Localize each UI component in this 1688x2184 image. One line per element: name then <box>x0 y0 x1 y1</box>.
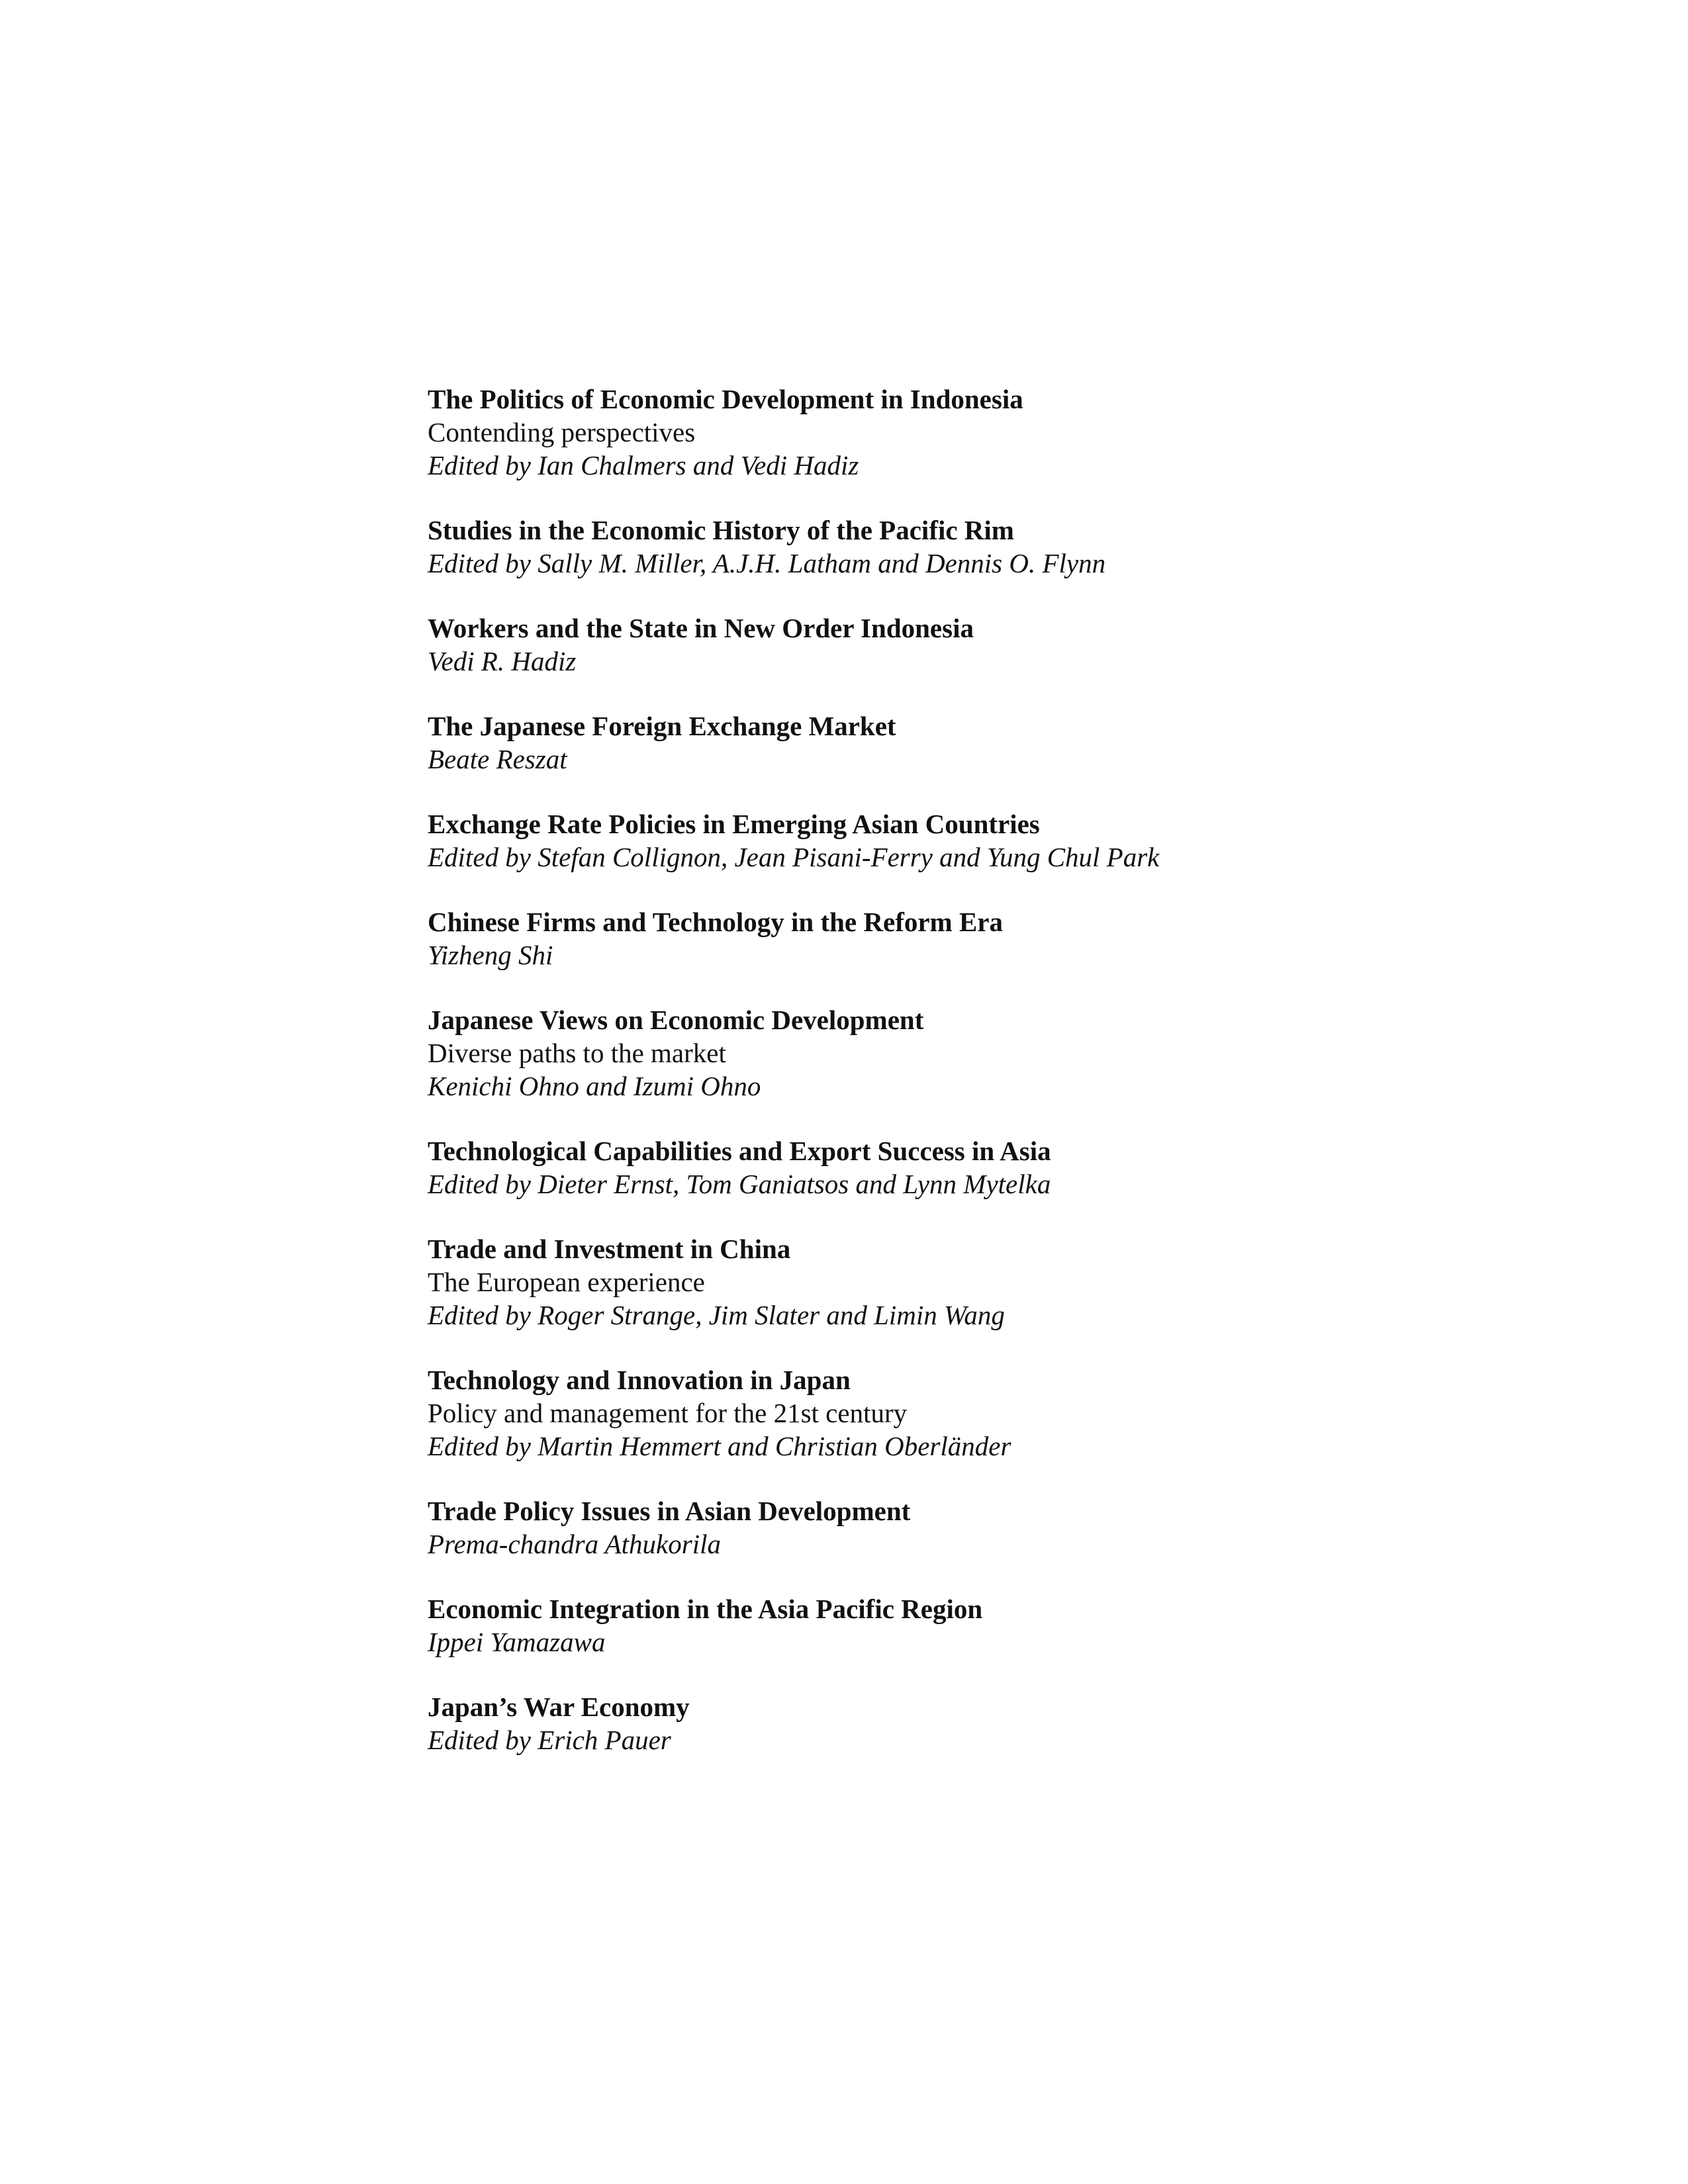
book-entry <box>428 1232 1553 1332</box>
book-subtitle: The European experience <box>428 1267 705 1297</box>
book-title: Japan’s War Economy <box>428 1692 690 1722</box>
book-author: Edited by Dieter Ernst, Tom Ganiatsos and Lynn Mytelka <box>428 1169 1051 1199</box>
book-author: Edited by Ian Chalmers and Vedi Hadiz <box>428 450 859 480</box>
book-author: Kenichi Ohno and Izumi Ohno <box>428 1071 761 1101</box>
book-entry <box>428 1494 1553 1561</box>
book-author: Edited by Stefan Collignon, Jean Pisani-Ferry and Yung Chul Park <box>428 842 1160 872</box>
book-title: Technology and Innovation in Japan <box>428 1365 851 1395</box>
book-title: Studies in the Economic History of the Pacific Rim <box>428 515 1014 545</box>
book-author: Edited by Erich Pauer <box>428 1725 671 1755</box>
book-title: Trade Policy Issues in Asian Development <box>428 1496 911 1526</box>
book-author: Ippei Yamazawa <box>428 1627 606 1657</box>
book-entry <box>428 1592 1553 1659</box>
book-subtitle: Policy and management for the 21st century <box>428 1398 908 1428</box>
book-author: Yizheng Shi <box>428 940 553 970</box>
book-entry <box>428 514 1553 580</box>
book-author: Edited by Roger Strange, Jim Slater and Limin Wang <box>428 1300 1005 1330</box>
book-title: The Politics of Economic Development in Indonesia <box>428 384 1023 414</box>
book-author: Prema-chandra Athukorila <box>428 1529 721 1559</box>
book-author: Edited by Martin Hemmert and Christian Oberländer <box>428 1431 1011 1461</box>
book-entry <box>428 905 1553 972</box>
book-entry <box>428 1003 1553 1103</box>
book-series-list <box>428 383 1553 1788</box>
book-title: Exchange Rate Policies in Emerging Asian Countries <box>428 809 1040 839</box>
book-title: Trade and Investment in China <box>428 1234 791 1264</box>
book-entry <box>428 1363 1553 1463</box>
book-title: Workers and the State in New Order Indonesia <box>428 613 974 643</box>
book-author: Beate Reszat <box>428 744 567 774</box>
book-entry <box>428 612 1553 678</box>
book-entry <box>428 709 1553 776</box>
book-title: Chinese Firms and Technology in the Reform Era <box>428 907 1003 937</box>
book-entry <box>428 1134 1553 1201</box>
book-entry <box>428 807 1553 874</box>
book-subtitle: Diverse paths to the market <box>428 1038 726 1068</box>
book-title: Economic Integration in the Asia Pacific Region <box>428 1594 983 1624</box>
book-entry <box>428 1690 1553 1756</box>
book-title: The Japanese Foreign Exchange Market <box>428 711 896 741</box>
book-entry <box>428 383 1553 482</box>
book-author: Edited by Sally M. Miller, A.J.H. Latham and Dennis O. Flynn <box>428 548 1106 578</box>
book-title: Japanese Views on Economic Development <box>428 1005 924 1035</box>
book-title: Technological Capabilities and Export Success in Asia <box>428 1136 1051 1166</box>
book-subtitle: Contending perspectives <box>428 417 696 447</box>
book-author: Vedi R. Hadiz <box>428 646 577 676</box>
